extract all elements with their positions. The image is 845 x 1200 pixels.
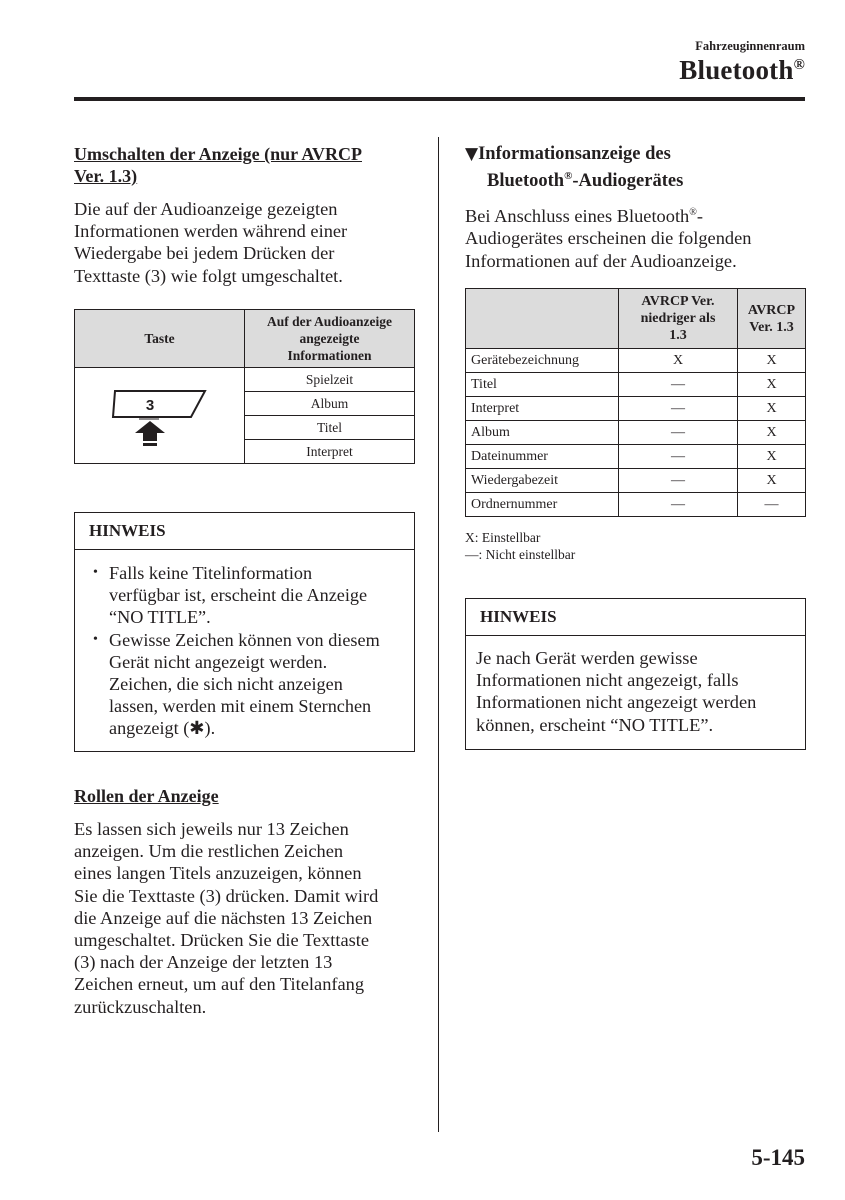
- row-label: Album: [466, 421, 619, 445]
- header-line: AVRCP: [747, 302, 796, 318]
- cell-old: —: [619, 373, 738, 397]
- registered-mark: ®: [689, 207, 697, 219]
- header-line: AVRCP Ver.: [641, 294, 715, 309]
- text-line: Audiogerätes erscheinen die folgenden: [465, 228, 752, 249]
- table-row: [466, 373, 806, 397]
- heading-line: Ver. 1.3): [74, 166, 138, 186]
- text-line: Informationen werden während einer: [74, 221, 348, 242]
- text-line: lassen, werden mit einem Sternchen: [109, 696, 372, 717]
- note-list: [89, 562, 414, 741]
- cell-new: X: [738, 445, 806, 469]
- text-line: Texttaste (3) wie folgt umgeschaltet.: [74, 265, 343, 286]
- asterisk-icon: ✱: [189, 718, 205, 740]
- page-title: [679, 55, 805, 86]
- header-line: Informationen: [287, 348, 372, 363]
- registered-mark: ®: [564, 170, 573, 182]
- table-header-key: Taste: [75, 310, 245, 368]
- cell-old: —: [619, 397, 738, 421]
- note-title: HINWEIS: [466, 599, 805, 636]
- heading-switch-display: [74, 143, 414, 187]
- note-box: [74, 512, 415, 752]
- cell-old: —: [619, 469, 738, 493]
- cell-new: X: [738, 421, 806, 445]
- note-box: [465, 598, 806, 750]
- table-cell: Album: [245, 392, 415, 416]
- text-line: anzeigen. Um die restlichen Zeichen: [74, 841, 344, 862]
- heading-text: -Audiogerätes: [572, 171, 684, 192]
- triangle-down-icon: ▼: [465, 144, 479, 164]
- text-line: können, erscheint “NO TITLE”.: [476, 714, 714, 735]
- row-label: Interpret: [466, 397, 619, 421]
- header-line: Ver. 1.3: [749, 319, 794, 335]
- legend-line: —: Nicht einstellbar: [465, 547, 576, 562]
- paragraph-scroll: [74, 818, 414, 1018]
- cell-new: X: [738, 373, 806, 397]
- header-rule: [74, 97, 805, 101]
- heading-line: Umschalten der Anzeige (nur AVRCP: [74, 144, 362, 164]
- text-line: [109, 717, 414, 740]
- page-title-text: Bluetooth: [679, 55, 794, 85]
- row-label: Ordnernummer: [466, 493, 619, 517]
- text-fragment: -: [696, 206, 703, 227]
- heading-text: Bluetooth: [487, 171, 565, 192]
- cell-old: X: [619, 349, 738, 373]
- text-line: eines langen Titels anzuzeigen, können: [74, 863, 362, 884]
- paragraph-switch: [74, 198, 414, 287]
- cell-old: —: [619, 421, 738, 445]
- text-line: [465, 202, 810, 227]
- table-header-old: [619, 289, 738, 349]
- text-line: Gerät nicht angezeigt werden.: [109, 651, 328, 672]
- table-header-new: [738, 289, 806, 349]
- text-fragment: ).: [204, 718, 216, 739]
- table-cell: Titel: [245, 416, 415, 440]
- text-line: Die auf der Audioanzeige gezeigten: [74, 199, 338, 219]
- cell-old: —: [619, 445, 738, 469]
- table-row: [466, 469, 806, 493]
- table-row: [466, 349, 806, 373]
- right-column: [465, 143, 810, 272]
- cell-new: X: [738, 469, 806, 493]
- cell-old: —: [619, 493, 738, 517]
- table-legend: [465, 529, 575, 563]
- row-label: Wiedergabezeit: [466, 469, 619, 493]
- text-line: zurückzuschalten.: [74, 996, 207, 1017]
- scroll-section: [74, 785, 414, 1018]
- note-title: HINWEIS: [75, 513, 414, 550]
- header-line: 1.3: [669, 328, 687, 343]
- heading-scroll: Rollen der Anzeige: [74, 786, 219, 806]
- text-button-icon: [105, 381, 215, 447]
- row-label: Gerätebezeichnung: [466, 349, 619, 373]
- table-header-info: [245, 310, 415, 368]
- text-line: Informationen auf der Audioanzeige.: [465, 250, 737, 271]
- left-column: [74, 143, 414, 287]
- heading-line: [465, 143, 810, 165]
- text-line: Zeichen erneut, um auf den Titelanfang: [74, 974, 365, 995]
- header-line: niedriger als: [640, 311, 716, 326]
- info-table: [465, 288, 806, 517]
- text-line: Wiedergabe bei jedem Drücken der: [74, 243, 335, 264]
- table-row: [466, 421, 806, 445]
- paragraph-bluetooth: [465, 202, 810, 272]
- table-header-empty: [466, 289, 619, 349]
- text-line: Es lassen sich jeweils nur 13 Zeichen: [74, 819, 349, 839]
- registered-mark: ®: [793, 57, 805, 73]
- text-line: Zeichen, die sich nicht anzeigen: [109, 674, 343, 695]
- cell-new: X: [738, 349, 806, 373]
- table-row: [466, 493, 806, 517]
- display-table: [74, 309, 415, 464]
- text-line: umgeschaltet. Drücken Sie die Texttaste: [74, 930, 370, 951]
- text-line: • Gewisse Zeichen können von diesem: [109, 629, 380, 650]
- table-cell: Spielzeit: [245, 368, 415, 392]
- table-row: [466, 397, 806, 421]
- note-item: [89, 562, 414, 629]
- cell-new: X: [738, 397, 806, 421]
- header-line: Auf der Audioanzeige: [266, 314, 392, 329]
- heading-line: [465, 165, 810, 192]
- section-label: Fahrzeuginnenraum: [695, 39, 805, 53]
- text-fragment: Bei Anschluss eines Bluetooth: [465, 206, 690, 227]
- text-fragment: angezeigt (: [109, 718, 190, 739]
- text-line: (3) nach der Anzeige der letzten 13: [74, 952, 333, 973]
- text-line: verfügbar ist, erscheint die Anzeige: [109, 585, 368, 606]
- text-line: Sie die Texttaste (3) drücken. Damit wird: [74, 885, 379, 906]
- button-number: 3: [145, 396, 154, 414]
- text-line: die Anzeige auf die nächsten 13 Zeichen: [74, 907, 373, 928]
- text-line: • Falls keine Titelinformation: [109, 563, 313, 583]
- note-text: [476, 647, 805, 736]
- button-illustration-cell: [75, 368, 245, 464]
- text-line: Je nach Gerät werden gewisse: [476, 648, 698, 668]
- text-line: “NO TITLE”.: [109, 607, 211, 628]
- text-line: Informationen nicht angezeigt, falls: [476, 670, 739, 691]
- cell-new: —: [738, 493, 806, 517]
- row-label: Dateinummer: [466, 445, 619, 469]
- page-number: 5-145: [751, 1145, 805, 1170]
- note-item: [89, 629, 414, 741]
- row-label: Titel: [466, 373, 619, 397]
- column-divider: [438, 137, 439, 1132]
- table-row: [466, 445, 806, 469]
- legend-line: X: Einstellbar: [465, 530, 541, 545]
- heading-bluetooth-info: [465, 143, 810, 192]
- header-line: angezeigte: [299, 331, 360, 346]
- table-cell: Interpret: [245, 440, 415, 464]
- text-line: Informationen nicht angezeigt werden: [476, 692, 757, 713]
- heading-text: Informationsanzeige des: [478, 144, 671, 164]
